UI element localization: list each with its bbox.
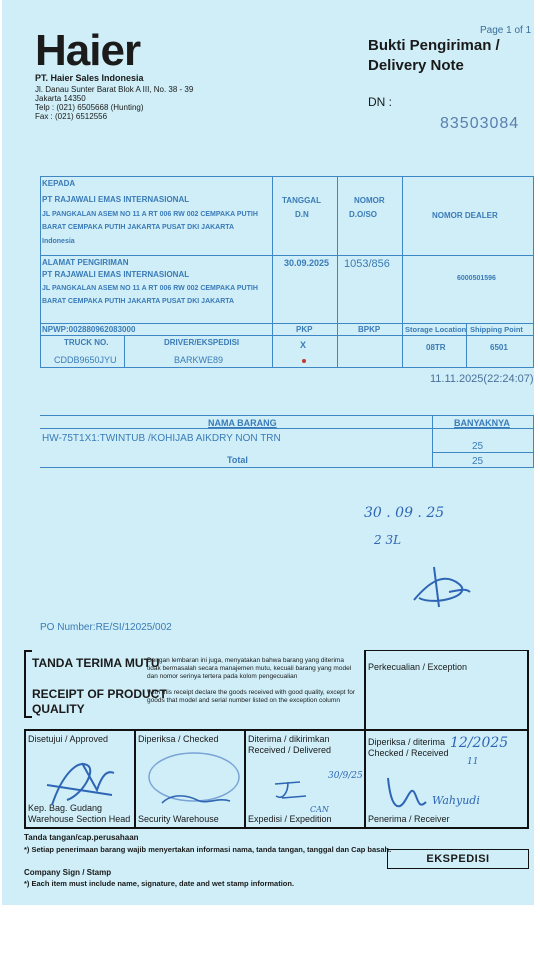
grid-line — [533, 415, 534, 467]
footer-note-id: *) Setiap penerimaan barang wajib menyertakan informasi nama, tanda tangan, tanggal dan Cap basah. — [24, 845, 392, 854]
exception-border — [364, 650, 366, 729]
receiver-handwritten-date: 12/2025 — [450, 735, 509, 751]
received-en-label: Received / Delivered — [248, 745, 332, 755]
checked2-en-label: Checked / Received — [368, 748, 449, 758]
grid-line — [432, 452, 534, 453]
grid-line — [432, 415, 433, 467]
company-telp: Telp : (021) 6505668 (Hunting) — [35, 103, 144, 112]
item-row-name: HW-75T1X1:TWINTUB /KOHIJAB AIKDRY NON TRN — [42, 433, 281, 444]
dn-number: 83503084 — [440, 115, 520, 132]
signature-grid-border — [24, 827, 529, 829]
expedition-signature — [270, 776, 310, 806]
shipping-value: 6501 — [490, 343, 508, 352]
grid-line — [40, 176, 41, 367]
signature-grid-border — [244, 729, 246, 829]
receipt-bracket — [24, 650, 32, 652]
grid-line — [402, 176, 403, 367]
storage-value: 08TR — [426, 343, 446, 352]
doc-title-en: Delivery Note — [368, 57, 464, 74]
checked2-label: Diperiksa / diterima — [368, 737, 446, 747]
kepada-address-1: JL PANGKALAN ASEM NO 11 A RT 006 RW 002 CEMPAKA PUTIH — [42, 211, 258, 218]
receipt-desc-en: With this receipt declare the goods received with good quality, except for goods that model and serial number listed on the exception column — [147, 689, 355, 704]
truck-label: TRUCK NO. — [64, 338, 109, 347]
handwritten-note: 2 3L — [374, 533, 402, 547]
company-address-1: Jl. Danau Sunter Barat Blok A III, No. 38 - 39 — [35, 85, 194, 94]
footer-sign-label: Tanda tangan/cap.perusahaan — [24, 833, 139, 842]
grid-line — [40, 467, 534, 468]
red-dot — [302, 359, 306, 363]
driver-value: BARKWE89 — [174, 355, 224, 365]
grid-line — [40, 255, 534, 256]
nomor-value: 1053/856 — [344, 258, 390, 270]
receiver-handwritten-name: Wahyudi — [432, 794, 480, 807]
kepada-name: PT RAJAWALI EMAS INTERNASIONAL — [42, 195, 190, 204]
company-name: PT. Haier Sales Indonesia — [35, 73, 144, 83]
signature-grid-border — [24, 729, 529, 731]
receiver-handwritten-sub: 11 — [467, 757, 479, 767]
grid-line — [124, 335, 125, 367]
truck-value: CDDB9650JYU — [54, 355, 117, 365]
received-label: Diterima / dikirimkan — [248, 734, 330, 744]
tanggal-label: TANGGAL — [282, 196, 321, 205]
received-role: Expedisi / Expedition — [248, 814, 332, 824]
checked2-role: Penerima / Receiver — [368, 814, 450, 824]
footer-note-en: *) Each item must include name, signature, date and wet stamp information. — [24, 879, 295, 888]
driver-label: DRIVER/EKSPEDISI — [164, 338, 240, 347]
warehouse-signature — [42, 745, 122, 815]
items-qty-header: BANYAKNYA — [454, 418, 510, 428]
grid-line — [40, 428, 534, 429]
items-name-header: NAMA BARANG — [208, 418, 277, 428]
checked-label: Diperiksa / Checked — [138, 734, 219, 744]
grid-line — [40, 176, 534, 177]
security-stamp — [142, 745, 242, 815]
tanggal-sub: D.N — [295, 210, 309, 219]
signature-grid-border — [364, 729, 366, 829]
dn-label: DN : — [368, 95, 392, 109]
receipt-title-en-2: QUALITY — [32, 702, 85, 716]
grid-line — [40, 323, 534, 324]
nomor-label: NOMOR — [354, 196, 385, 205]
receipt-title-id: TANDA TERIMA MUTU — [32, 656, 160, 670]
approved-role-2: Warehouse Section Head — [28, 814, 131, 824]
receipt-bracket — [24, 650, 26, 718]
doc-title-id: Bukti Pengiriman / — [368, 37, 500, 54]
alamat-label: ALAMAT PENGIRIMAN — [42, 258, 129, 267]
signature-grid-border — [134, 729, 136, 829]
checked-role: Security Warehouse — [138, 814, 219, 824]
grid-line — [272, 176, 273, 367]
po-number: PO Number:RE/SI/12025/002 — [40, 622, 172, 633]
grid-line — [40, 415, 534, 416]
handwritten-date: 30 . 09 . 25 — [364, 505, 445, 521]
grid-line — [533, 176, 534, 367]
exception-label: Perkecualian / Exception — [368, 662, 468, 672]
signature-grid-border — [24, 729, 26, 829]
receipt-bracket — [24, 716, 32, 718]
alamat-address-1: JL PANGKALAN ASEM NO 11 A RT 006 RW 002 CEMPAKA PUTIH — [42, 285, 258, 292]
nomor-sub: D.O/SO — [349, 210, 378, 219]
dealer-value: 6000501596 — [457, 275, 496, 282]
shipping-label: Shipping Point — [470, 325, 523, 334]
grid-line — [337, 176, 338, 367]
npwp: NPWP:002880962083000 — [42, 325, 136, 334]
kepada-label: KEPADA — [42, 179, 76, 188]
approved-role-1: Kep. Bag. Gudang — [28, 803, 103, 813]
receiver-signature — [380, 772, 430, 814]
approved-label: Disetujui / Approved — [28, 734, 109, 744]
grid-line — [40, 367, 534, 368]
total-value: 25 — [472, 456, 484, 467]
company-fax: Fax : (021) 6512556 — [35, 112, 108, 121]
pkp-label: PKP — [296, 325, 313, 334]
dealer-label: NOMOR DEALER — [432, 211, 498, 220]
page-number: Page 1 of 1 — [480, 25, 532, 36]
kepada-country: Indonesia — [42, 238, 75, 245]
bpkp-label: BPKP — [358, 325, 381, 334]
alamat-name: PT RAJAWALI EMAS INTERNASIONAL — [42, 270, 190, 279]
pkp-value: X — [300, 340, 307, 350]
tanggal-value: 30.09.2025 — [284, 258, 330, 268]
storage-label: Storage Location — [405, 325, 467, 334]
kepada-address-2: BARAT CEMPAKA PUTIH JAKARTA PUSAT DKI JAKARTA — [42, 224, 235, 231]
receipt-desc-id: Dengan lembaran ini juga, menyatakan bahwa barang yang diterima tidak bermasalah secara manajemen mutu, kecuali barang yang model dan nomor serinya tertera pada kolom pengecualian — [147, 657, 352, 680]
total-label: Total — [227, 455, 248, 465]
expedisi-handwritten-date: 30/9/25 — [328, 771, 363, 781]
expedisi-copy-box: EKSPEDISI — [387, 849, 529, 869]
footer-company-sign: Company Sign / Stamp — [24, 868, 112, 877]
item-row-qty: 25 — [472, 441, 484, 452]
delivery-note-sheet — [2, 0, 534, 905]
handwritten-signature-top — [404, 562, 474, 612]
signature-grid-border — [527, 729, 529, 829]
exception-border — [364, 650, 529, 651]
receipt-title-en-1: RECEIPT OF PRODUCT — [32, 687, 167, 701]
expedisi-handwritten-sub: CAN — [310, 805, 329, 814]
exception-border — [527, 650, 529, 729]
haier-logo: Haier — [35, 26, 141, 75]
grid-line — [40, 335, 534, 336]
company-address-2: Jakarta 14350 — [35, 94, 86, 103]
print-timestamp: 11.11.2025(22:24:07) — [430, 373, 534, 385]
alamat-address-2: BARAT CEMPAKA PUTIH JAKARTA PUSAT DKI JAKARTA — [42, 298, 235, 305]
